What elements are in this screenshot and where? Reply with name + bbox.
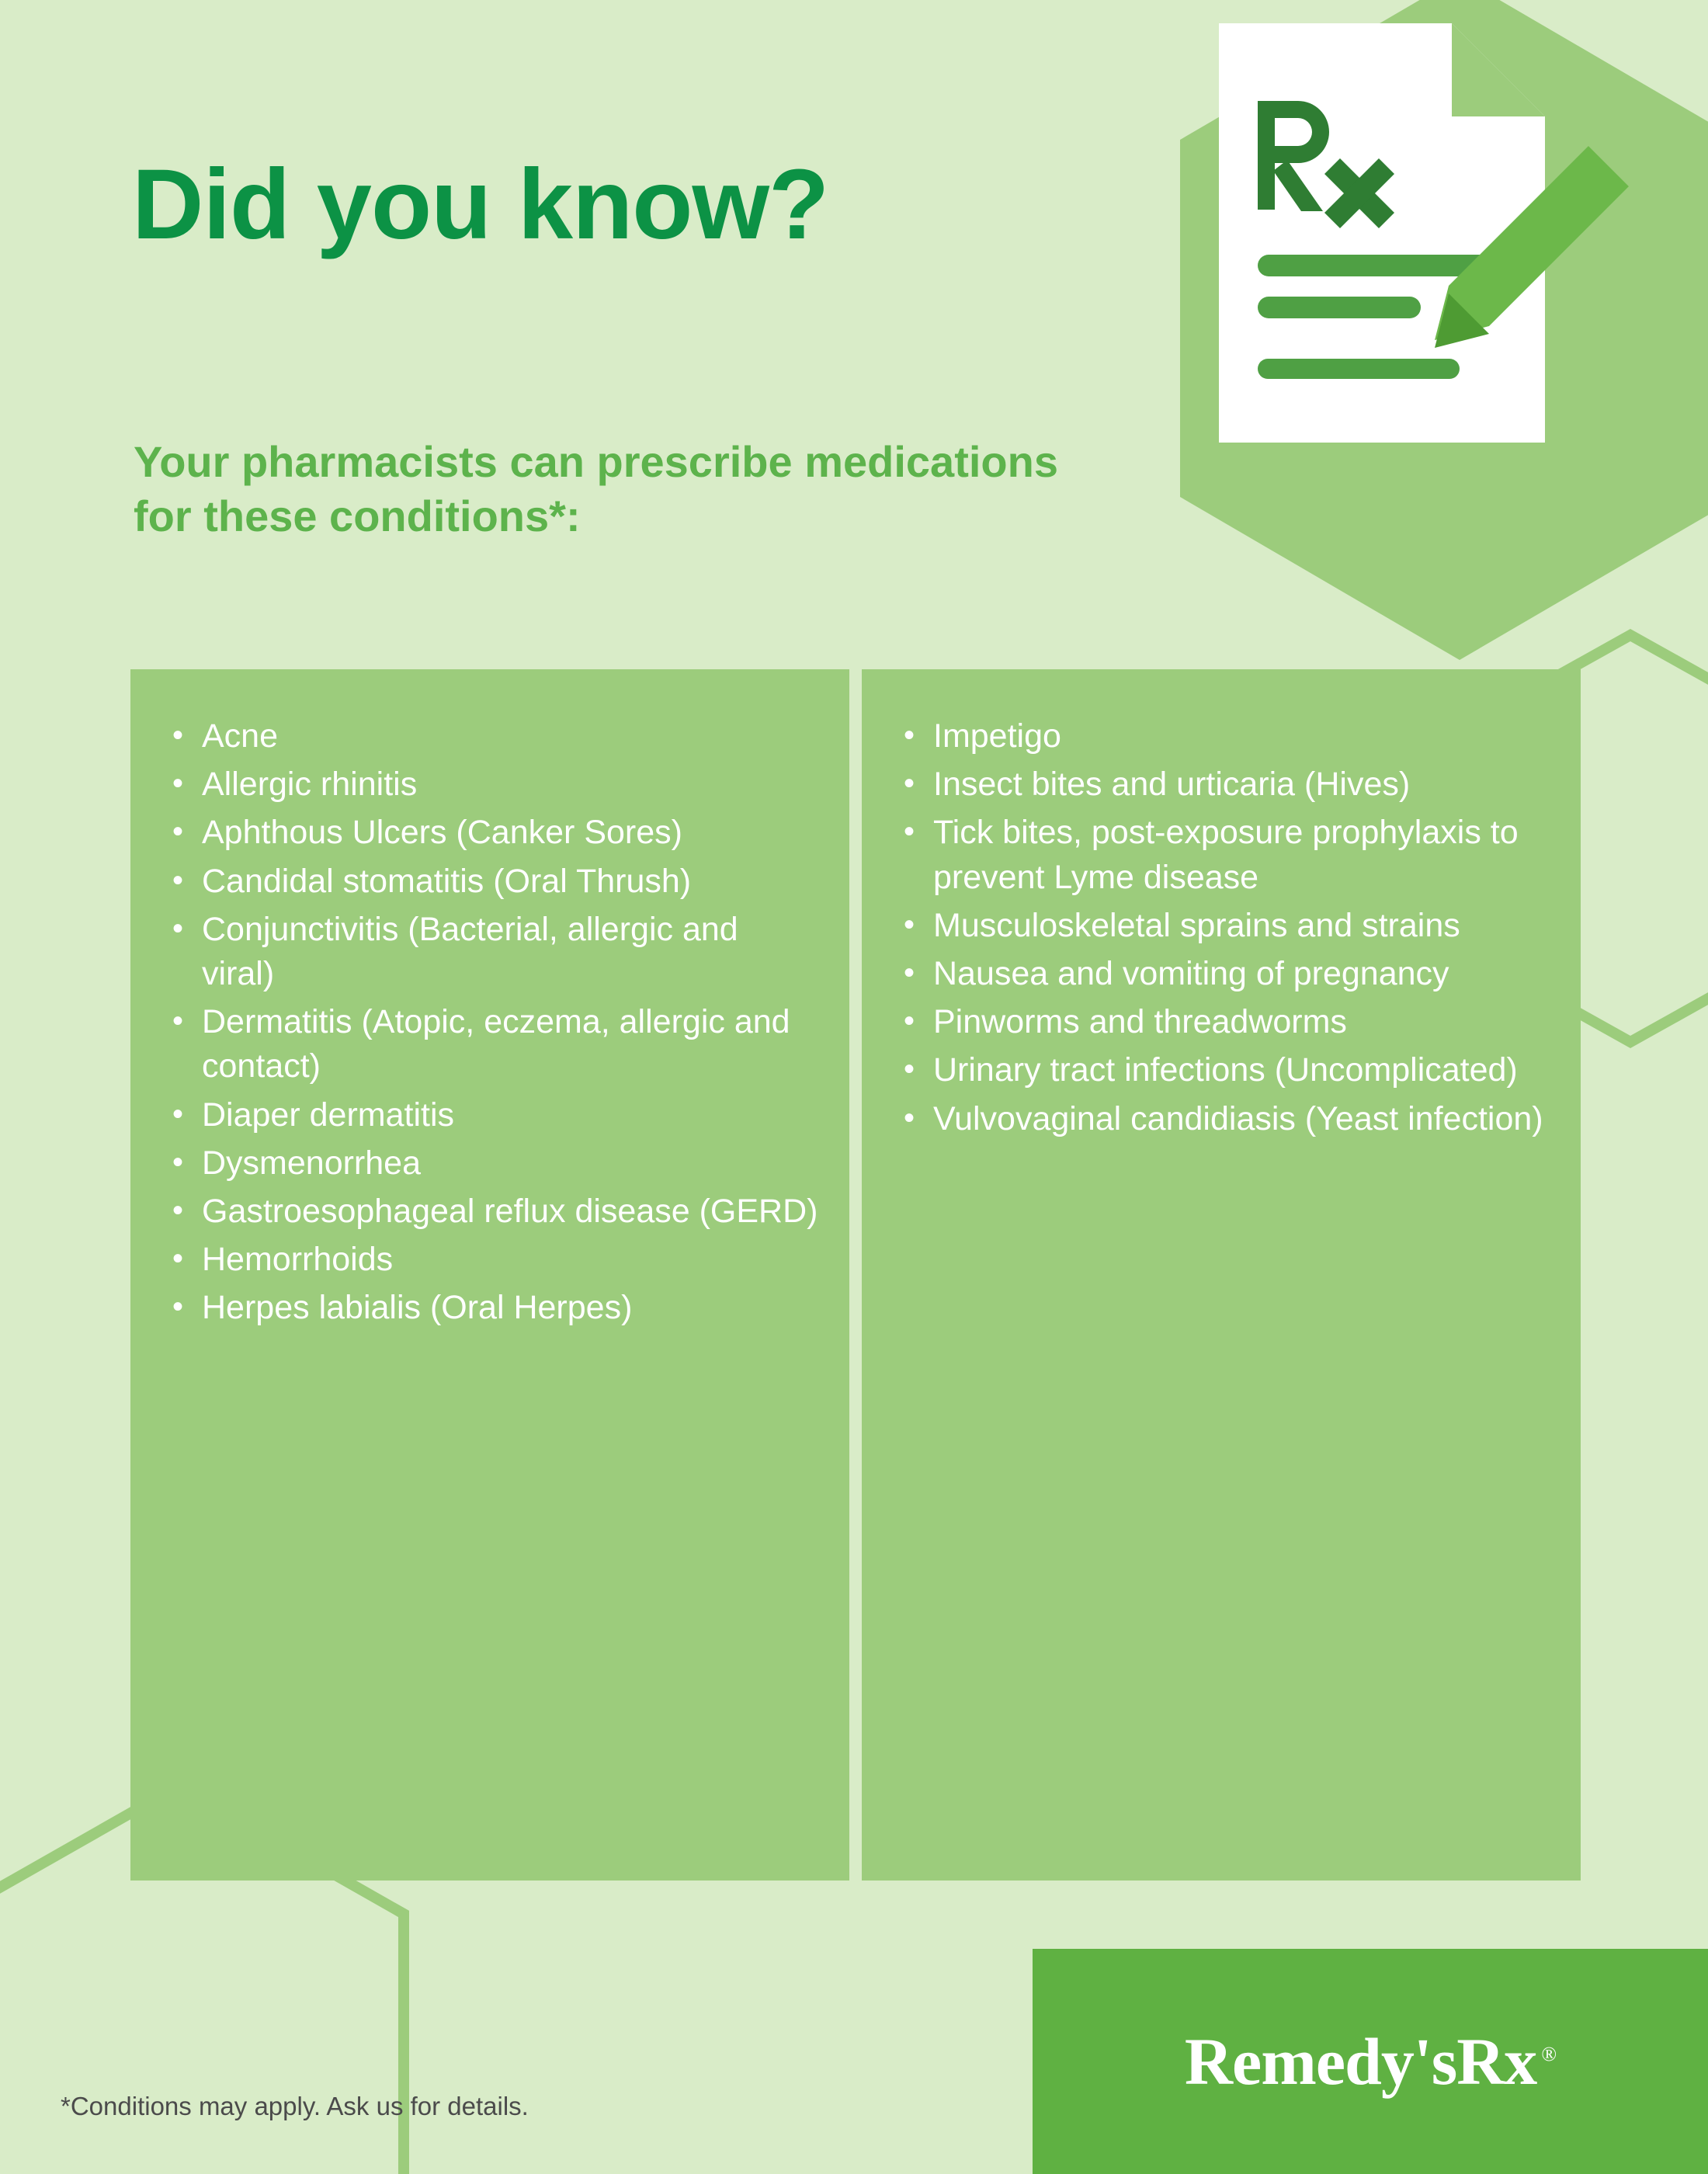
rx-prescription-document-icon	[1157, 8, 1654, 660]
conditions-list-right	[893, 714, 1550, 1141]
footnote-text: *Conditions may apply. Ask us for details.	[61, 2092, 529, 2120]
conditions-panel-left	[130, 669, 849, 1881]
list-item: • Musculoskeletal sprains and strains	[893, 904, 1550, 948]
list-item: • Diaper dermatitis	[161, 1093, 818, 1137]
list-item: • Dysmenorrhea	[161, 1141, 818, 1186]
brand-bar	[1033, 1949, 1708, 2174]
list-item: • Tick bites, post-exposure prophylaxis to prevent Lyme disease	[893, 811, 1550, 899]
list-item: • Nausea and vomiting of pregnancy	[893, 952, 1550, 996]
page-title: Did you know?	[132, 149, 829, 260]
list-item: • Acne	[161, 714, 818, 759]
list-item: • Hemorrhoids	[161, 1238, 818, 1282]
list-item: • Gastroesophageal reflux disease (GERD)	[161, 1189, 818, 1234]
registered-trademark-icon: ®	[1541, 2043, 1557, 2066]
list-item: • Impetigo	[893, 714, 1550, 759]
conditions-list-left	[161, 714, 818, 1330]
conditions-panel-right	[862, 669, 1581, 1881]
brand-name: Remedy'sRx	[1184, 2024, 1537, 2099]
conditions-panels	[130, 669, 1581, 1881]
list-item: • Pinworms and threadworms	[893, 1000, 1550, 1044]
list-item: • Dermatitis (Atopic, eczema, allergic and contact)	[161, 1000, 818, 1089]
list-item: • Candidal stomatitis (Oral Thrush)	[161, 860, 818, 904]
list-item: • Conjunctivitis (Bacterial, allergic and viral)	[161, 908, 818, 996]
list-item: • Insect bites and urticaria (Hives)	[893, 762, 1550, 807]
page-subtitle: Your pharmacists can prescribe medications for these conditions*:	[134, 437, 1058, 540]
list-item: • Aphthous Ulcers (Canker Sores)	[161, 811, 818, 855]
list-item: • Herpes labialis (Oral Herpes)	[161, 1286, 818, 1330]
list-item: • Allergic rhinitis	[161, 762, 818, 807]
brand-logo	[1185, 2023, 1556, 2100]
list-item: • Urinary tract infections (Uncomplicated)	[893, 1048, 1550, 1092]
list-item: • Vulvovaginal candidiasis (Yeast infection)	[893, 1097, 1550, 1141]
